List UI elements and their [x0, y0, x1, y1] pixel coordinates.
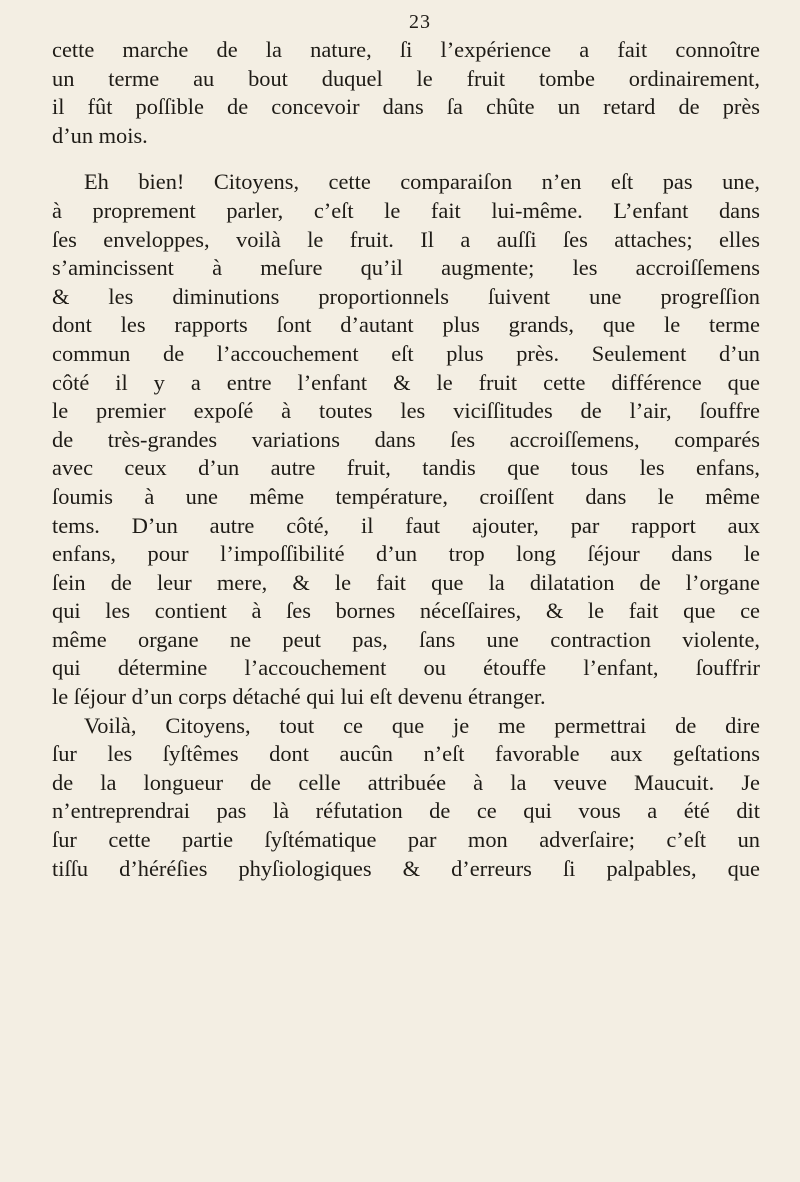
text-line: s’amincissent à meſure qu’il augmente; les accroiſſemens — [52, 255, 760, 281]
text-line: qui détermine l’accouchement ou étouffe l’enfant, ſouffrir — [52, 655, 760, 681]
text-line: même organe ne peut pas, ſans une contraction violente, — [52, 626, 760, 652]
text-line: Eh bien! Citoyens, cette comparaiſon n’en eſt pas une, — [84, 169, 760, 195]
text-line: il fût poſſible de concevoir dans ſa chûte un retard de près — [52, 94, 760, 120]
text-line: commun de l’accouchement eſt plus près. Seulement d’un — [52, 340, 760, 366]
text-line: enfans, pour l’impoſſibilité d’un trop long ſéjour dans le — [52, 541, 760, 567]
text-line: cette marche de la nature, ſi l’expérience a fait connoître — [52, 37, 760, 62]
paragraph-gap — [52, 150, 760, 168]
text-line: de la longueur de celle attribuée à la veuve Maucuit. Je — [52, 769, 760, 795]
text-line: tems. D’un autre côté, il faut ajouter, par rapport aux — [52, 512, 760, 538]
text-line: ſur les ſyſtêmes dont aucûn n’eſt favorable aux geſtations — [52, 741, 760, 767]
text-line: ſoumis à une même température, croiſſent dans le même — [52, 483, 760, 509]
text-line: le ſéjour d’un corps détaché qui lui eſt devenu étranger. — [52, 684, 546, 710]
text-line: tiſſu d’héréſies phyſiologiques & d’erreurs ſi palpables, que — [52, 855, 760, 881]
text-line: à proprement parler, c’eſt le fait lui-même. L’enfant dans — [52, 197, 760, 223]
text-line: avec ceux d’un autre fruit, tandis que tous les enfans, — [52, 455, 760, 481]
paragraph-3 — [52, 712, 760, 884]
text-line: dont les rapports ſont d’autant plus grands, que le terme — [52, 312, 760, 338]
text-line: le premier expoſé à toutes les viciſſitudes de l’air, ſouffre — [52, 398, 760, 424]
page-body — [52, 36, 760, 883]
paragraph-1 — [52, 36, 760, 150]
text-line: un terme au bout duquel le fruit tombe ordinairement, — [52, 65, 760, 91]
text-line: d’un mois. — [52, 122, 148, 148]
text-line: qui les contient à ſes bornes néceſſaires, & le fait que ce — [52, 598, 760, 624]
paragraph-2 — [52, 168, 760, 711]
text-line: ſur cette partie ſyſtématique par mon adverſaire; c’eſt un — [52, 827, 760, 853]
text-line: ſes enveloppes, voilà le fruit. Il a auſſi ſes attaches; elles — [52, 226, 760, 252]
page-number: 23 — [409, 11, 431, 33]
text-line: côté il y a entre l’enfant & le fruit cette différence que — [52, 369, 760, 395]
text-line: de très-grandes variations dans ſes accroiſſemens, comparés — [52, 426, 760, 452]
text-line: Voilà, Citoyens, tout ce que je me permettrai de dire — [84, 712, 760, 738]
text-line: n’entreprendrai pas là réfutation de ce qui vous a été dit — [52, 798, 760, 824]
text-line: ſein de leur mere, & le fait que la dilatation de l’organe — [52, 569, 760, 595]
text-line: & les diminutions proportionnels ſuivent une progreſſion — [52, 283, 760, 309]
